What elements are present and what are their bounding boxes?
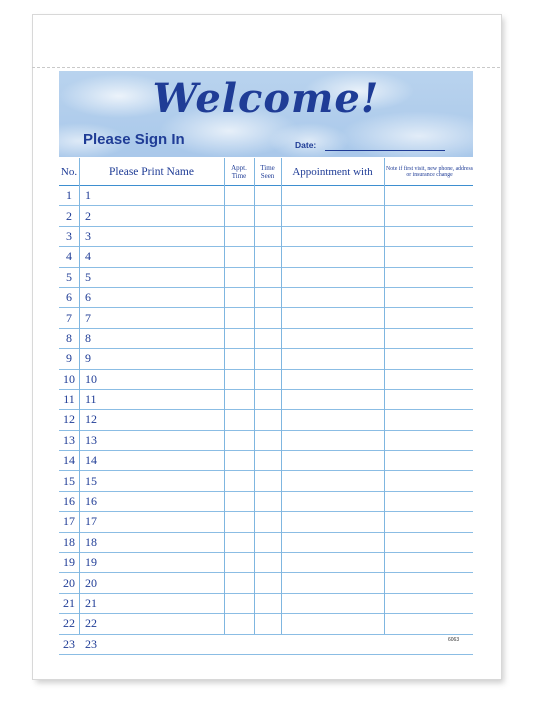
row-number: 4 (66, 249, 72, 264)
row-number: 3 (66, 228, 72, 243)
row-number-stub: 8 (85, 330, 91, 345)
table-row[interactable] (59, 512, 473, 532)
row-number-stub: 20 (85, 575, 97, 590)
row-number: 9 (66, 351, 72, 366)
row-number-stub: 12 (85, 412, 97, 427)
row-number-stub: 15 (85, 473, 97, 488)
row-number: 7 (66, 310, 72, 325)
row-number-stub: 19 (85, 555, 97, 570)
row-number: 1 (66, 188, 72, 203)
col-header-appt-time: Appt. Time (231, 163, 247, 180)
sign-in-table (59, 158, 473, 655)
table-row[interactable] (59, 288, 473, 308)
table-row[interactable] (59, 471, 473, 491)
row-number-stub: 16 (85, 494, 97, 509)
row-number: 16 (63, 494, 75, 509)
table-row[interactable] (59, 329, 473, 349)
row-number: 18 (63, 534, 75, 549)
table-row[interactable] (59, 431, 473, 451)
row-number: 17 (63, 514, 75, 529)
column-divider (79, 158, 80, 634)
row-number-stub: 13 (85, 432, 97, 447)
row-number-stub: 14 (85, 453, 97, 468)
row-number-stub: 6 (85, 290, 91, 305)
row-number-stub: 11 (85, 392, 97, 407)
row-number-stub: 22 (85, 616, 97, 631)
table-row[interactable] (59, 349, 473, 369)
table-body (59, 186, 473, 655)
perforation-line (32, 67, 500, 68)
sign-in-heading: Please Sign In (83, 131, 185, 148)
table-row[interactable] (59, 533, 473, 553)
column-divider (254, 158, 255, 634)
table-row[interactable] (59, 573, 473, 593)
row-number-stub: 4 (85, 249, 91, 264)
row-number-stub: 3 (85, 228, 91, 243)
table-row[interactable] (59, 553, 473, 573)
column-divider (224, 158, 225, 634)
row-number: 15 (63, 473, 75, 488)
row-number-stub: 10 (85, 371, 97, 386)
table-row[interactable] (59, 614, 473, 634)
form-number: 6063 (448, 637, 460, 643)
welcome-title: Welcome! (152, 75, 380, 122)
row-number-stub: 18 (85, 534, 97, 549)
row-number: 10 (63, 371, 75, 386)
row-number: 8 (66, 330, 72, 345)
col-header-no: No. (60, 165, 78, 178)
row-number: 20 (63, 575, 75, 590)
date-label: Date: (295, 140, 317, 150)
row-number: 5 (66, 269, 72, 284)
row-number: 22 (63, 616, 75, 631)
row-number-stub: 1 (85, 188, 91, 203)
col-header-appointment-with: Appointment with (292, 165, 373, 178)
table-row[interactable] (59, 268, 473, 288)
table-row[interactable] (59, 370, 473, 390)
column-divider (384, 158, 385, 634)
table-row[interactable] (59, 247, 473, 267)
table-row[interactable] (59, 492, 473, 512)
table-row[interactable] (59, 594, 473, 614)
row-number: 6 (66, 290, 72, 305)
table-row[interactable] (59, 451, 473, 471)
col-header-time-seen: Time Seen (260, 163, 275, 180)
table-row[interactable] (59, 635, 473, 655)
table-row[interactable] (59, 186, 473, 206)
table-row[interactable] (59, 390, 473, 410)
row-number-stub: 21 (85, 596, 97, 610)
row-number: 11 (63, 392, 75, 407)
row-number-stub: 5 (85, 269, 91, 284)
row-number-stub: 2 (85, 208, 91, 223)
table-row[interactable] (59, 308, 473, 328)
row-number: 2 (66, 208, 72, 223)
date-field-line[interactable] (325, 150, 445, 151)
welcome-banner (59, 71, 473, 157)
row-number: 13 (63, 432, 75, 447)
column-divider (281, 158, 282, 634)
col-header-name: Please Print Name (109, 165, 194, 178)
col-header-note: Note if first visit, new phone, address or insurance change (386, 165, 473, 178)
table-header (59, 158, 473, 186)
table-row[interactable] (59, 410, 473, 430)
row-number-stub: 23 (85, 636, 97, 651)
row-number-stub: 17 (85, 514, 97, 529)
row-number: 19 (63, 555, 75, 570)
row-number: 14 (63, 453, 75, 468)
row-number: 12 (63, 412, 75, 427)
row-number-stub: 7 (85, 310, 91, 325)
table-row[interactable] (59, 227, 473, 247)
table-row[interactable] (59, 206, 473, 226)
row-number: 23 (63, 636, 75, 651)
row-number: 21 (63, 596, 75, 610)
row-number-stub: 9 (85, 351, 91, 366)
